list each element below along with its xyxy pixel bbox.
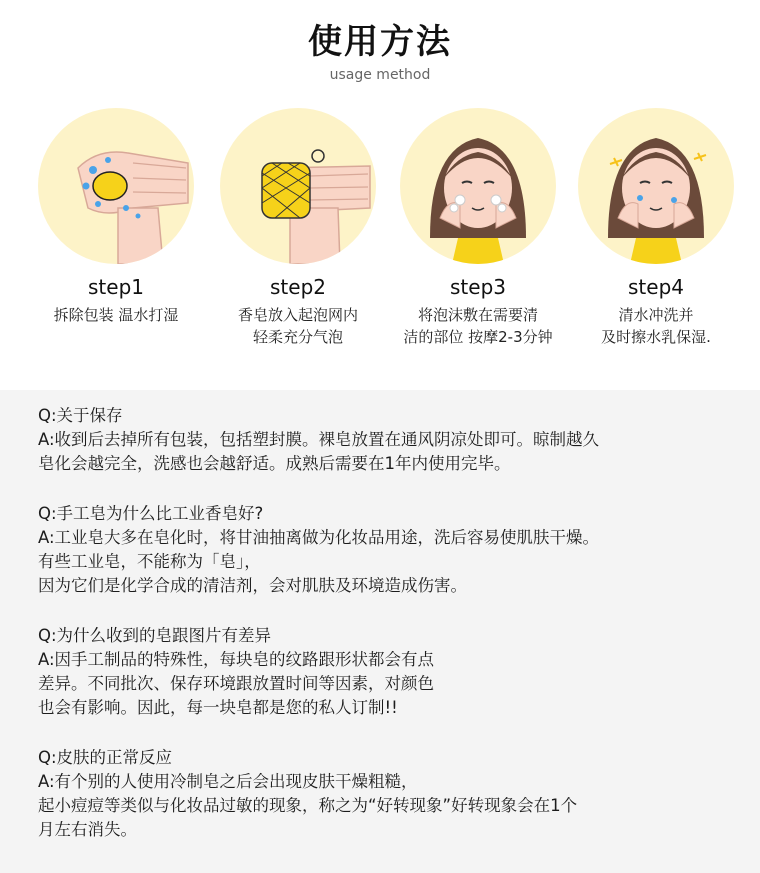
faq-question: Q:手工皂为什么比工业香皂好? <box>38 504 264 523</box>
step-2-title: step2 <box>270 275 326 299</box>
faq-answer-line: 也会有影响。因此，每一块皂都是您的私人订制!! <box>38 698 398 717</box>
step-2-desc: 香皂放入起泡网内 轻柔充分气泡 <box>237 306 358 346</box>
step-1 <box>26 108 206 326</box>
faq-question: Q:皮肤的正常反应 <box>38 748 173 767</box>
hands-wetting-soap-icon <box>38 108 194 264</box>
step-1-title: step1 <box>88 275 144 299</box>
steps-section <box>0 108 760 368</box>
faq-item-storage <box>38 404 728 476</box>
step-1-desc: 拆除包装 温水打湿 <box>53 306 179 324</box>
faq-section <box>0 390 760 873</box>
faq-answer-line: 起小痘痘等类似与化妆品过敏的现象，称之为“好转现象”好转现象会在1个 <box>38 796 578 815</box>
faq-answer-line: 因为它们是化学合成的清洁剂，会对肌肤及环境造成伤害。 <box>38 576 467 595</box>
step-2 <box>208 108 388 348</box>
page-subtitle: usage method <box>329 67 431 83</box>
faq-answer-line: 月左右消失。 <box>38 820 137 839</box>
faq-question: Q:关于保存 <box>38 406 123 425</box>
faq-answer-line: A:收到后去掉所有包装，包括塑封膜。裸皂放置在通风阴凉处即可。晾制越久 <box>38 430 600 449</box>
faq-answer-line: 皂化会越完全，洗感也会越舒适。成熟后需要在1年内使用完毕。 <box>38 454 511 473</box>
faq-answer-line: A:工业皂大多在皂化时，将甘油抽离做为化妆品用途，洗后容易使肌肤干燥。 <box>38 528 600 547</box>
faq-item-skin-reaction <box>38 746 728 842</box>
page-title: 使用方法 <box>308 22 452 62</box>
header <box>0 20 760 84</box>
step-3-desc: 将泡沫敷在需要清 洁的部位 按摩2-3分钟 <box>403 306 553 346</box>
faq-answer-line: A:因手工制品的特殊性，每块皂的纹路跟形状都会有点 <box>38 650 435 669</box>
faq-item-appearance-difference <box>38 624 728 720</box>
faq-question: Q:为什么收到的皂跟图片有差异 <box>38 626 272 645</box>
faq-item-handmade-vs-industrial <box>38 502 728 598</box>
faq-answer-line: A:有个别的人使用冷制皂之后会出现皮肤干燥粗糙， <box>38 772 418 791</box>
face-rinsing-icon <box>578 108 734 264</box>
face-lathering-icon <box>400 108 556 264</box>
step-4 <box>566 108 746 348</box>
faq-answer-line: 有些工业皂，不能称为「皂」， <box>38 552 261 571</box>
foaming-net-icon <box>220 108 376 264</box>
step-4-desc: 清水冲洗并 及时擦水乳保湿. <box>601 306 711 346</box>
faq-answer-line: 差异。不同批次、保存环境跟放置时间等因素，对颜色 <box>38 674 434 693</box>
step-3 <box>388 108 568 348</box>
step-4-title: step4 <box>628 275 684 299</box>
step-3-title: step3 <box>450 275 506 299</box>
